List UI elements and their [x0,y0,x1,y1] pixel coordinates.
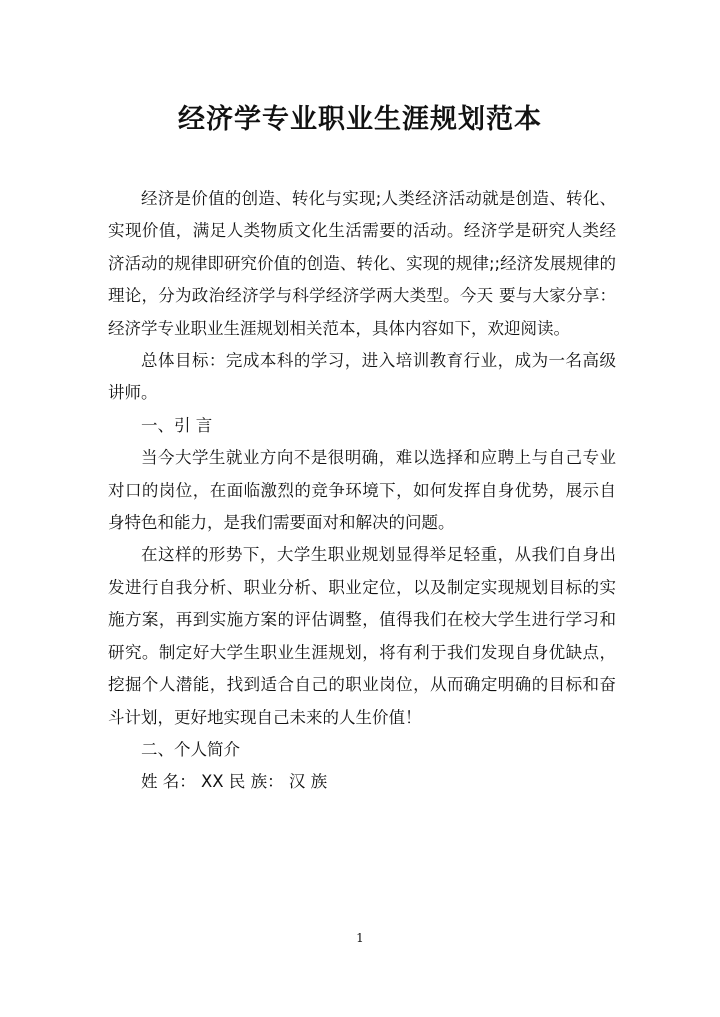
intro-paragraph: 经济是价值的创造、转化与实现;人类经济活动就是创造、转化、实现价值，满足人类物质文化生活需要的活动。经济学是研究人类经济活动的规律即研究价值的创造、转化、实现的规律;;经济发展规律的理论，分为政治经济学与科学经济学两大类型。今天 要与大家分享：经济学专业职业生涯规划相关范本，具体内容如下，欢迎阅读。 [108,189,616,338]
document-body [108,183,616,799]
overall-goal-paragraph: 总体目标：完成本科的学习，进入培训教育行业，成为一名高级讲师。 [108,351,616,403]
section-heading-introduction: 一、引 言 [141,415,213,435]
page-number: 1 [356,931,364,945]
introduction-paragraph-2: 在这样的形势下，大学生职业规划显得举足轻重，从我们自身出发进行自我分析、职业分析、职业定位，以及制定实现规划目标的实施方案，再到实施方案的评估调整，值得我们在校大学生进行学习和研究。制定好大学生职业生涯规划，将有利于我们发现自身优缺点，挖掘个人潜能，找到适合自己的职业岗位，从而确定明确的目标和奋斗计划，更好地实现自己未来的人生价值！ [108,545,616,727]
personal-profile-line: 姓 名： XX 民 族： 汉 族 [141,772,328,792]
introduction-paragraph-1: 当今大学生就业方向不是很明确，难以选择和应聘上与自己专业对口的岗位，在面临激烈的竞争环境下，如何发挥自身优势，展示自身特色和能力，是我们需要面对和解决的问题。 [108,448,616,533]
document-title: 经济学专业职业生涯规划范本 [178,104,542,135]
section-heading-personal-profile: 二、个人简介 [141,739,240,759]
